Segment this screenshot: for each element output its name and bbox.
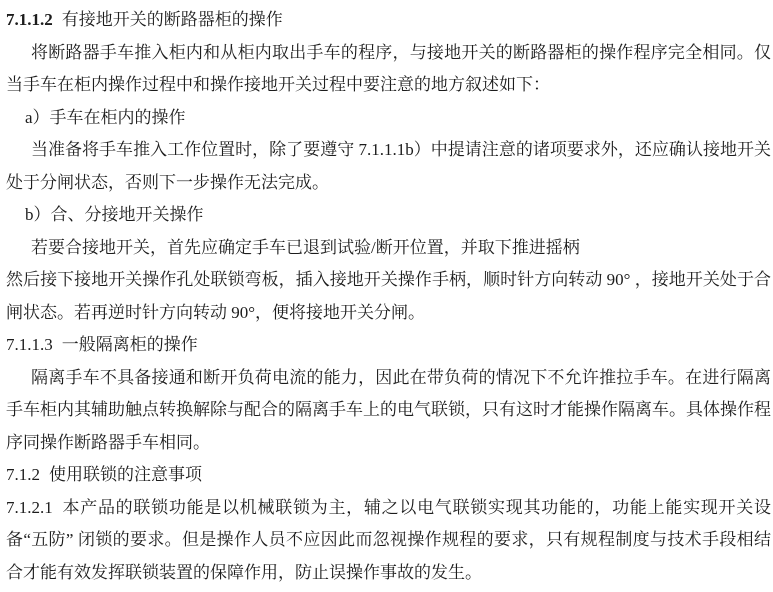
section-number: 7.1.2 [6, 465, 40, 484]
list-item-a: a）手车在柜内的操作 [25, 107, 186, 127]
paragraph-number: 7.1.2.1 [6, 497, 53, 517]
paragraph-interlock-bent-plate: 然后接下接地开关操作孔处联锁弯板，插入接地开关操作手柄，顺时针方向转动 90° ，接地开关处于合闸状态。若再逆时针方向转动 90°，便将接地开关分闸。 [6, 270, 771, 322]
section-number: 7.1.1.3 [6, 335, 53, 354]
paragraph-push-in-working-position: 当准备将手车推入工作位置时，除了要遵守 7.1.1.1b）中提请注意的诸项要求外，还应确认接地开关处于分闸状态，否则下一步操作无法完成。 [6, 140, 771, 192]
paragraph-text: 本产品的联锁功能是以机械联锁为主，辅之以电气联锁实现其功能的，功能上能实现开关设备“五防” 闭锁的要求。但是操作人员不应因此而忽视操作规程的要求，只有规程制度与技术手段相结合才能有效发挥联锁装置的保障作用，防止误操作事故的发生。 [6, 497, 771, 582]
list-item-b: b）合、分接地开关操作 [25, 205, 204, 224]
section-title: 有接地开关的断路器柜的操作 [61, 10, 283, 29]
section-title: 使用联锁的注意事项 [49, 465, 202, 484]
section-number: 7.1.1.2 [6, 10, 53, 29]
paragraph-interlock-function [6, 492, 771, 590]
section-heading-712 [6, 459, 771, 492]
paragraph-close-earthing-switch: 若要合接地开关，首先应确定手车已退到试验/断开位置，并取下推进摇柄 [31, 237, 580, 257]
section-heading-7113 [6, 329, 771, 362]
paragraph-handcart-procedure: 将断路器手车推入柜内和从柜内取出手车的程序，与接地开关的断路器柜的操作程序完全相同。仅当手车在柜内操作过程中和操作接地开关过程中要注意的地方叙述如下： [6, 42, 771, 94]
paragraph-isolating-handcart: 隔离手车不具备接通和断开负荷电流的能力，因此在带负荷的情况下不允许推拉手车。在进行隔离手车柜内其辅助触点转换解除与配合的隔离手车上的电气联锁，只有这时才能操作隔离车。具体操作程序同操作断路器手车相同。 [6, 367, 771, 452]
section-title: 一般隔离柜的操作 [61, 335, 198, 354]
section-heading-7112 [6, 4, 771, 37]
